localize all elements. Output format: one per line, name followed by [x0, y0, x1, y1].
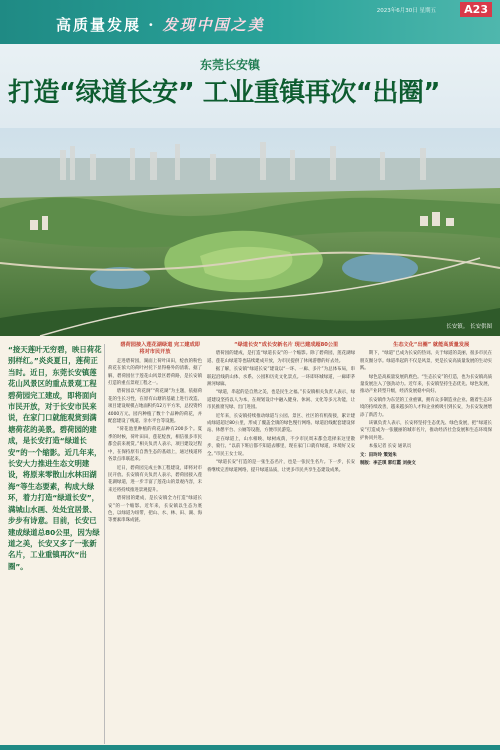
issue-date: 2023年6月30日 星期五: [376, 8, 436, 14]
paragraph: 碧荷园的建成，是长安镇全力打造“绿道长安”的一个缩影。近年来，长安镇以生态为底色，以绿道为纽带，把山、水、林、田、湖、海等要素串珠成链。: [108, 496, 202, 524]
page-header-bar: [0, 0, 500, 44]
section-subhead: “绿道长安”成长安新名片 现已建成超80公里: [234, 342, 339, 348]
kicker: 东莞长安镇: [200, 58, 261, 72]
paragraph: 走在绿道上，山水相映、绿树成荫，不少市民周末都会选择来这里散步、骑行。“以前下班后都不知道去哪里，现在家门口就有绿道，环境好又安全。”市民王女士说。: [207, 436, 355, 457]
page-footer-bar: [0, 745, 500, 750]
paragraph: 据了解，长安镇“绿道长安”建设以“一环、一廊、多片”为总体布局，串联起沿线的山体、水系、公园和历史文化景点。一环即环城绿道，一廊即茅洲河绿廊。: [207, 367, 355, 388]
article-column-2: [108, 342, 202, 526]
paragraph: 该镇负责人表示，长安将坚持生态优先、绿色发展，把“绿道长安”打造成为一张靓丽的城市名片，推动经济社会发展和生态环境保护协同共进。: [360, 421, 492, 441]
paragraph: 碧荷园以“荷花涧”“荷花湖”为主题，依据荷花的生长习性，在原有山塘的基础上进行改造。项目建设规模占地面积约12万平方米，总投资约4000万元。园内种植了数十个品种的荷花，并配套建设了栈道、亲水平台等设施。: [108, 389, 202, 425]
brand-left-text: 高质量发展 ·: [56, 16, 163, 34]
editor-credit: 制版：李芷琪 郭红霞 刘俊文: [360, 461, 416, 467]
paragraph: 近年来，长安镇持续推动绿道与公园、景区、社区的有机衔接，累计建成绿道超过80公里，形成了覆盖全镇的绿色慢行网络。绿道沿线配套建设驿站、休憩平台、公厕等设施，方便市民游览。: [207, 413, 355, 434]
paragraph: “荷花池里种植的荷花品种有200多个。夏季的时候，荷叶田田，莲花绽放，相信很多市民都会前来观赏。”相关负责人表示，项目建设过程中，在保持原有自然生态的基础上，通过栈道将各景点串联起来。: [108, 427, 202, 463]
article-column-3: [207, 342, 355, 475]
paragraph: 近日，碧荷园完成主体工程建设，即将对市民开放。长安镇有关负责人表示，碧荷园接入莲花湖绿道，进一步丰富了莲花山的景观内容，未来还将持续推进景观提升。: [108, 465, 202, 493]
paragraph: 长安镇作为东莞的工业重镇，拥有众多制造业企业。随着生态环境的持续改善，越来越多的人才和企业被吸引到长安，为长安发展增添了新活力。: [360, 397, 492, 418]
paragraph: “绿道长安”打造的是一张生态名片，也是一张民生名片。下一步，长安将继续完善绿道网络，提升绿道品质，让更多市民共享生态建设成果。: [207, 460, 355, 473]
headline-block: [0, 44, 500, 128]
aerial-photo-graphic: [0, 128, 500, 336]
brand-right-text: 发现中国之美: [162, 16, 265, 34]
aerial-photo: [0, 128, 500, 336]
column-divider: [104, 344, 105, 744]
headline: 打造“绿道长安” 工业重镇再次“出圈”: [8, 78, 440, 108]
article-column-4: [360, 342, 492, 469]
paragraph: 本报记者 长安 通讯员: [368, 444, 412, 450]
photo-caption: 长安镇。 长安供图: [446, 324, 492, 330]
paragraph: 期下，“绿道”已成为长安的热词。关于绿道的美丽，很多市民在朋友圈分享。绿道串起的不仅是风景，更是长安高质量发展的生动实践。: [360, 351, 492, 372]
paragraph: 绿色是高质量发展的底色。“生态长安”的打造，也为长安镇高质量发展注入了强劲动力。近年来，长安镇坚持生态优先、绿色发展，推动产业转型升级，经济发展稳中向好。: [360, 374, 492, 395]
section-subhead: 碧荷园接入莲花湖绿道 完工建成即将对市民开放: [120, 342, 200, 356]
paragraph: 走进碧荷园，湖面上荷叶田田，绽放的粉色荷花在浓大的荷叶衬托下显得格外的清新。据了解，碧荷园位于莲花山风景区碧荷路，是长安镇打造的重点景观工程之一。: [108, 358, 202, 387]
paragraph: 碧荷园的建成，是打造“绿道长安”的一个缩影。除了碧荷园，莲花湖绿道、莲花山绿道等也陆续建成开放，为市民提供了休闲游憩的好去处。: [207, 351, 355, 364]
page-number: A23: [460, 2, 492, 17]
paragraph: “绿道，串起的是自然之美，也是民生之福。”长安镇相关负责人表示，绿道建设坚持以人为本，在规划设计中融入健身、休闲、文化等多元功能，让市民推窗见绿、出门进园。: [207, 390, 355, 411]
section-brand: [56, 14, 265, 35]
section-subhead: 生态文化“出圈” 就能高质量发展: [393, 342, 470, 348]
byline: 文：田玲玲 策划朱: [360, 452, 397, 458]
lead-paragraph: “接天莲叶无穷碧，映日荷花别样红。”炎炎夏日，莲荷正当时。近日，东莞长安镇莲花山风景区的重点景观工程碧荷园完工建成，即将面向市民开放，对于长安市民来说，在家门口就能观赏到满塘荷花的美景。碧荷园的建成，是长安打造“绿道长安”的一个缩影。近几年来，长安大力推进生态文明建设，将原来零散山水林田湖海“等生态要素，构成大绿环，着力打造“绿道长安”，满城山水画、处处宜居景、步步有诗意。目前，长安已建成绿道总80公里，因为绿道之美，长安又多了一张新名片，工业重镇再次“出圈”。: [8, 345, 102, 571]
